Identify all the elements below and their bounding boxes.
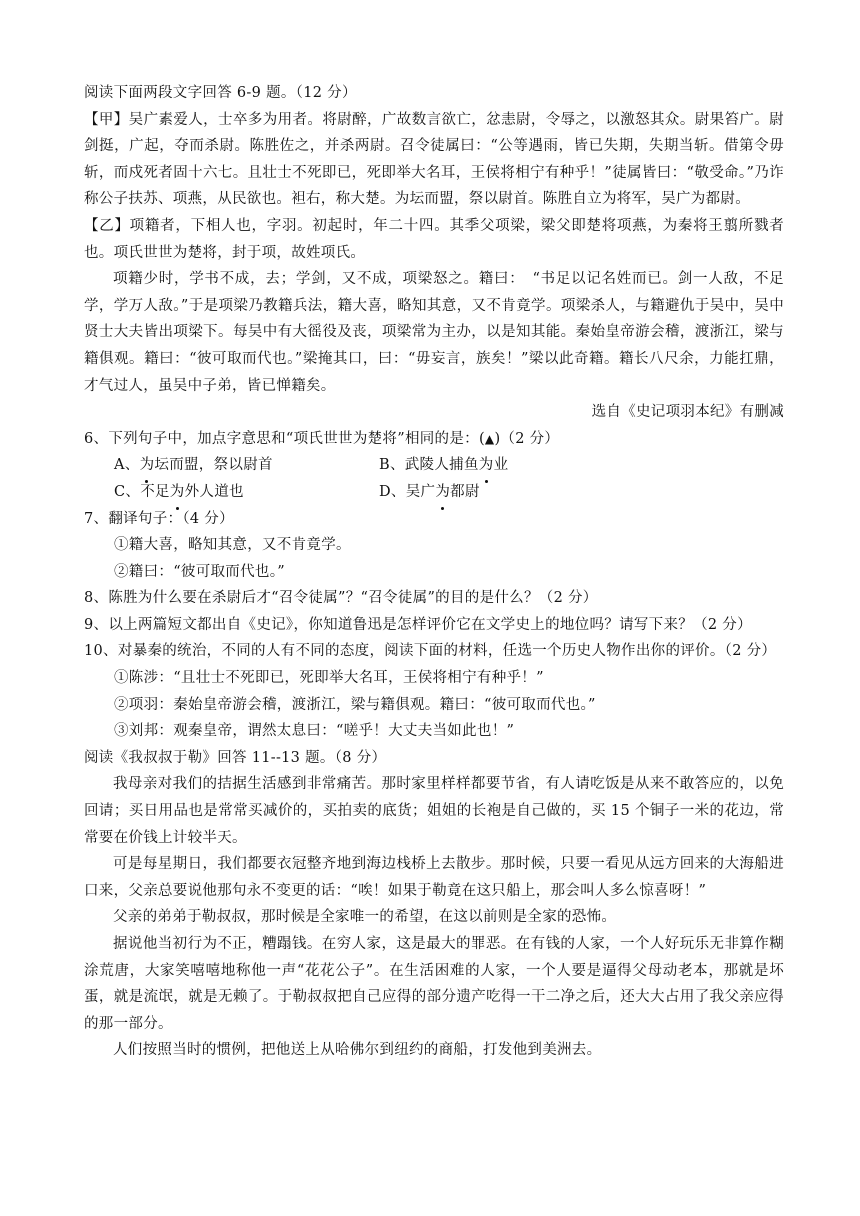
passage-jia: 【甲】吴广素爱人，士卒多为用者。将尉醉，广故数言欲亡，忿恚尉，令辱之，以激怒其众。尉果笞广。尉剑挺，广起，夺而杀尉。陈胜佐之，并杀两尉。召令徒属曰：“公等遇雨，皆已失期，失期当斩。借第令毋斩，而戍死者固十六七。且壮士不死即已，死即举大名耳，王侯将相宁有种乎！”徒属皆曰：“敬受命。”乃诈称公子扶苏、项燕，从民欲也。袒右，称大楚。为坛而盟，祭以尉首。陈胜自立为将军，吴广为都尉。 xyxy=(84,111,784,208)
question-6-stem xyxy=(84,426,784,453)
question-10-material-1: ①陈涉：“且壮士不死即已，死即举大名耳，王侯将相宁有种乎！” xyxy=(114,670,544,687)
question-10-stem: 10、对暴秦的统治，不同的人有不同的态度，阅读下面的材料，任选一个历史人物作出你的评价。（2 分） xyxy=(84,643,777,660)
passage-source: 选自《史记项羽本纪》有删减 xyxy=(591,404,784,421)
option-c: C、不足为外人道也 xyxy=(114,479,379,506)
question-6-options-cd xyxy=(84,479,784,506)
question-7-stem: 7、翻译句子：（4 分） xyxy=(84,510,234,527)
reading1-intro: 阅读下面两段文字回答 6-9 题。（12 分） xyxy=(84,85,357,101)
option-d: D、吴广为都尉 xyxy=(379,479,644,506)
document-page xyxy=(84,80,784,1064)
reading2-intro: 阅读《我叔叔于勒》回答 11--13 题。（8 分） xyxy=(84,749,387,766)
story-para-1: 我母亲对我们的拮据生活感到非常痛苦。那时家里样样都要节省，有人请吃饭是从来不敢答应的，以免回请；买日用品也是常常买减价的，买拍卖的底货；姐姐的长袍是自己做的，买 15 个铜子一米的花边，常常要在价钱上计较半天。 xyxy=(84,776,784,846)
story-para-3: 父亲的弟弟于勒叔叔，那时候是全家唯一的希望，在这以前则是全家的恐怖。 xyxy=(113,909,617,926)
question-10-material-2: ②项羽：秦始皇帝游会稽，渡浙江，梁与籍俱观。籍曰：“彼可取而代也。” xyxy=(114,696,596,713)
dotted-char: 为 xyxy=(435,479,450,506)
passage-yi-para2: 项籍少时，学书不成，去；学剑，又不成，项梁怒之。籍曰： “书足以记名姓而已。剑一人敌，不足学，学万人敌。”于是项梁乃教籍兵法，籍大喜，略知其意，又不肯竟学。项梁杀人，与籍避仇于吴中，吴中贤士大夫皆出项梁下。每吴中有大徭役及丧，项梁常为主办，以是知其能。秦始皇帝游会稽，渡浙江，梁与籍俱观。籍曰：“彼可取而代也。”梁掩其口，曰：“毋妄言，族矣！”梁以此奇籍。籍长八尺余，力能扛鼎，才气过人，虽吴中子弟，皆已惮籍矣。 xyxy=(84,271,784,394)
dotted-char: 为 xyxy=(170,479,185,506)
dotted-char: 为 xyxy=(479,452,494,479)
question-6-options-ab xyxy=(84,452,784,479)
question-7-sentence-2: ②籍曰：“彼可取而代也。” xyxy=(114,563,285,580)
question-9: 9、以上两篇短文都出自《史记》，你知道鲁迅是怎样评价它在文学史上的地位吗？请写下来？（2 分） xyxy=(84,616,752,633)
question-8: 8、陈胜为什么要在杀尉后才“召令徒属”？“召令徒属”的目的是什么？（2 分） xyxy=(84,590,598,607)
option-a: A、为坛而盟，祭以尉首 xyxy=(114,452,379,479)
answer-blank-triangle-icon: ▲ xyxy=(484,431,495,446)
option-b: B、武陵人捕鱼为业 xyxy=(379,452,644,479)
dotted-char: 为 xyxy=(140,452,155,479)
q6-stem-text: 6、下列句子中，加点字意思和“项氏世世为楚将”相同的是：( xyxy=(84,430,485,447)
story-para-4: 据说他当初行为不正，糟蹋钱。在穷人家，这是最大的罪恶。在有钱的人家，一个人好玩乐无非算作糊涂荒唐，大家笑嘻嘻地称他一声“花花公子”。在生活困难的人家，一个人要是逼得父母动老本，那就是坏蛋，就是流氓，就是无赖了。于勒叔叔把自己应得的部分遗产吃得一干二净之后，还大大占用了我父亲应得的那一部分。 xyxy=(84,936,784,1032)
passage-yi-para1: 【乙】项籍者，下相人也，字羽。初起时，年二十四。其季父项梁，梁父即楚将项燕，为秦将王翦所戮者也。项氏世世为楚将，封于项，故姓项氏。 xyxy=(84,217,784,261)
story-para-5: 人们按照当时的惯例，把他送上从哈佛尔到纽约的商船，打发他到美洲去。 xyxy=(113,1042,602,1059)
story-para-2: 可是每星期日，我们都要衣冠整齐地到海边栈桥上去散步。那时候，只要一看见从远方回来的大海船进口来，父亲总要说他那句永不变更的话：“唉！如果于勒竟在这只船上，那会叫人多么惊喜呀！” xyxy=(84,856,784,899)
q6-stem-points: )（2 分） xyxy=(494,430,560,447)
question-7-sentence-1: ①籍大喜，略知其意，又不肯竟学。 xyxy=(114,537,351,554)
question-10-material-3: ③刘邦：观秦皇帝，谓然太息曰：“嗟乎！大丈夫当如此也！” xyxy=(114,723,515,740)
